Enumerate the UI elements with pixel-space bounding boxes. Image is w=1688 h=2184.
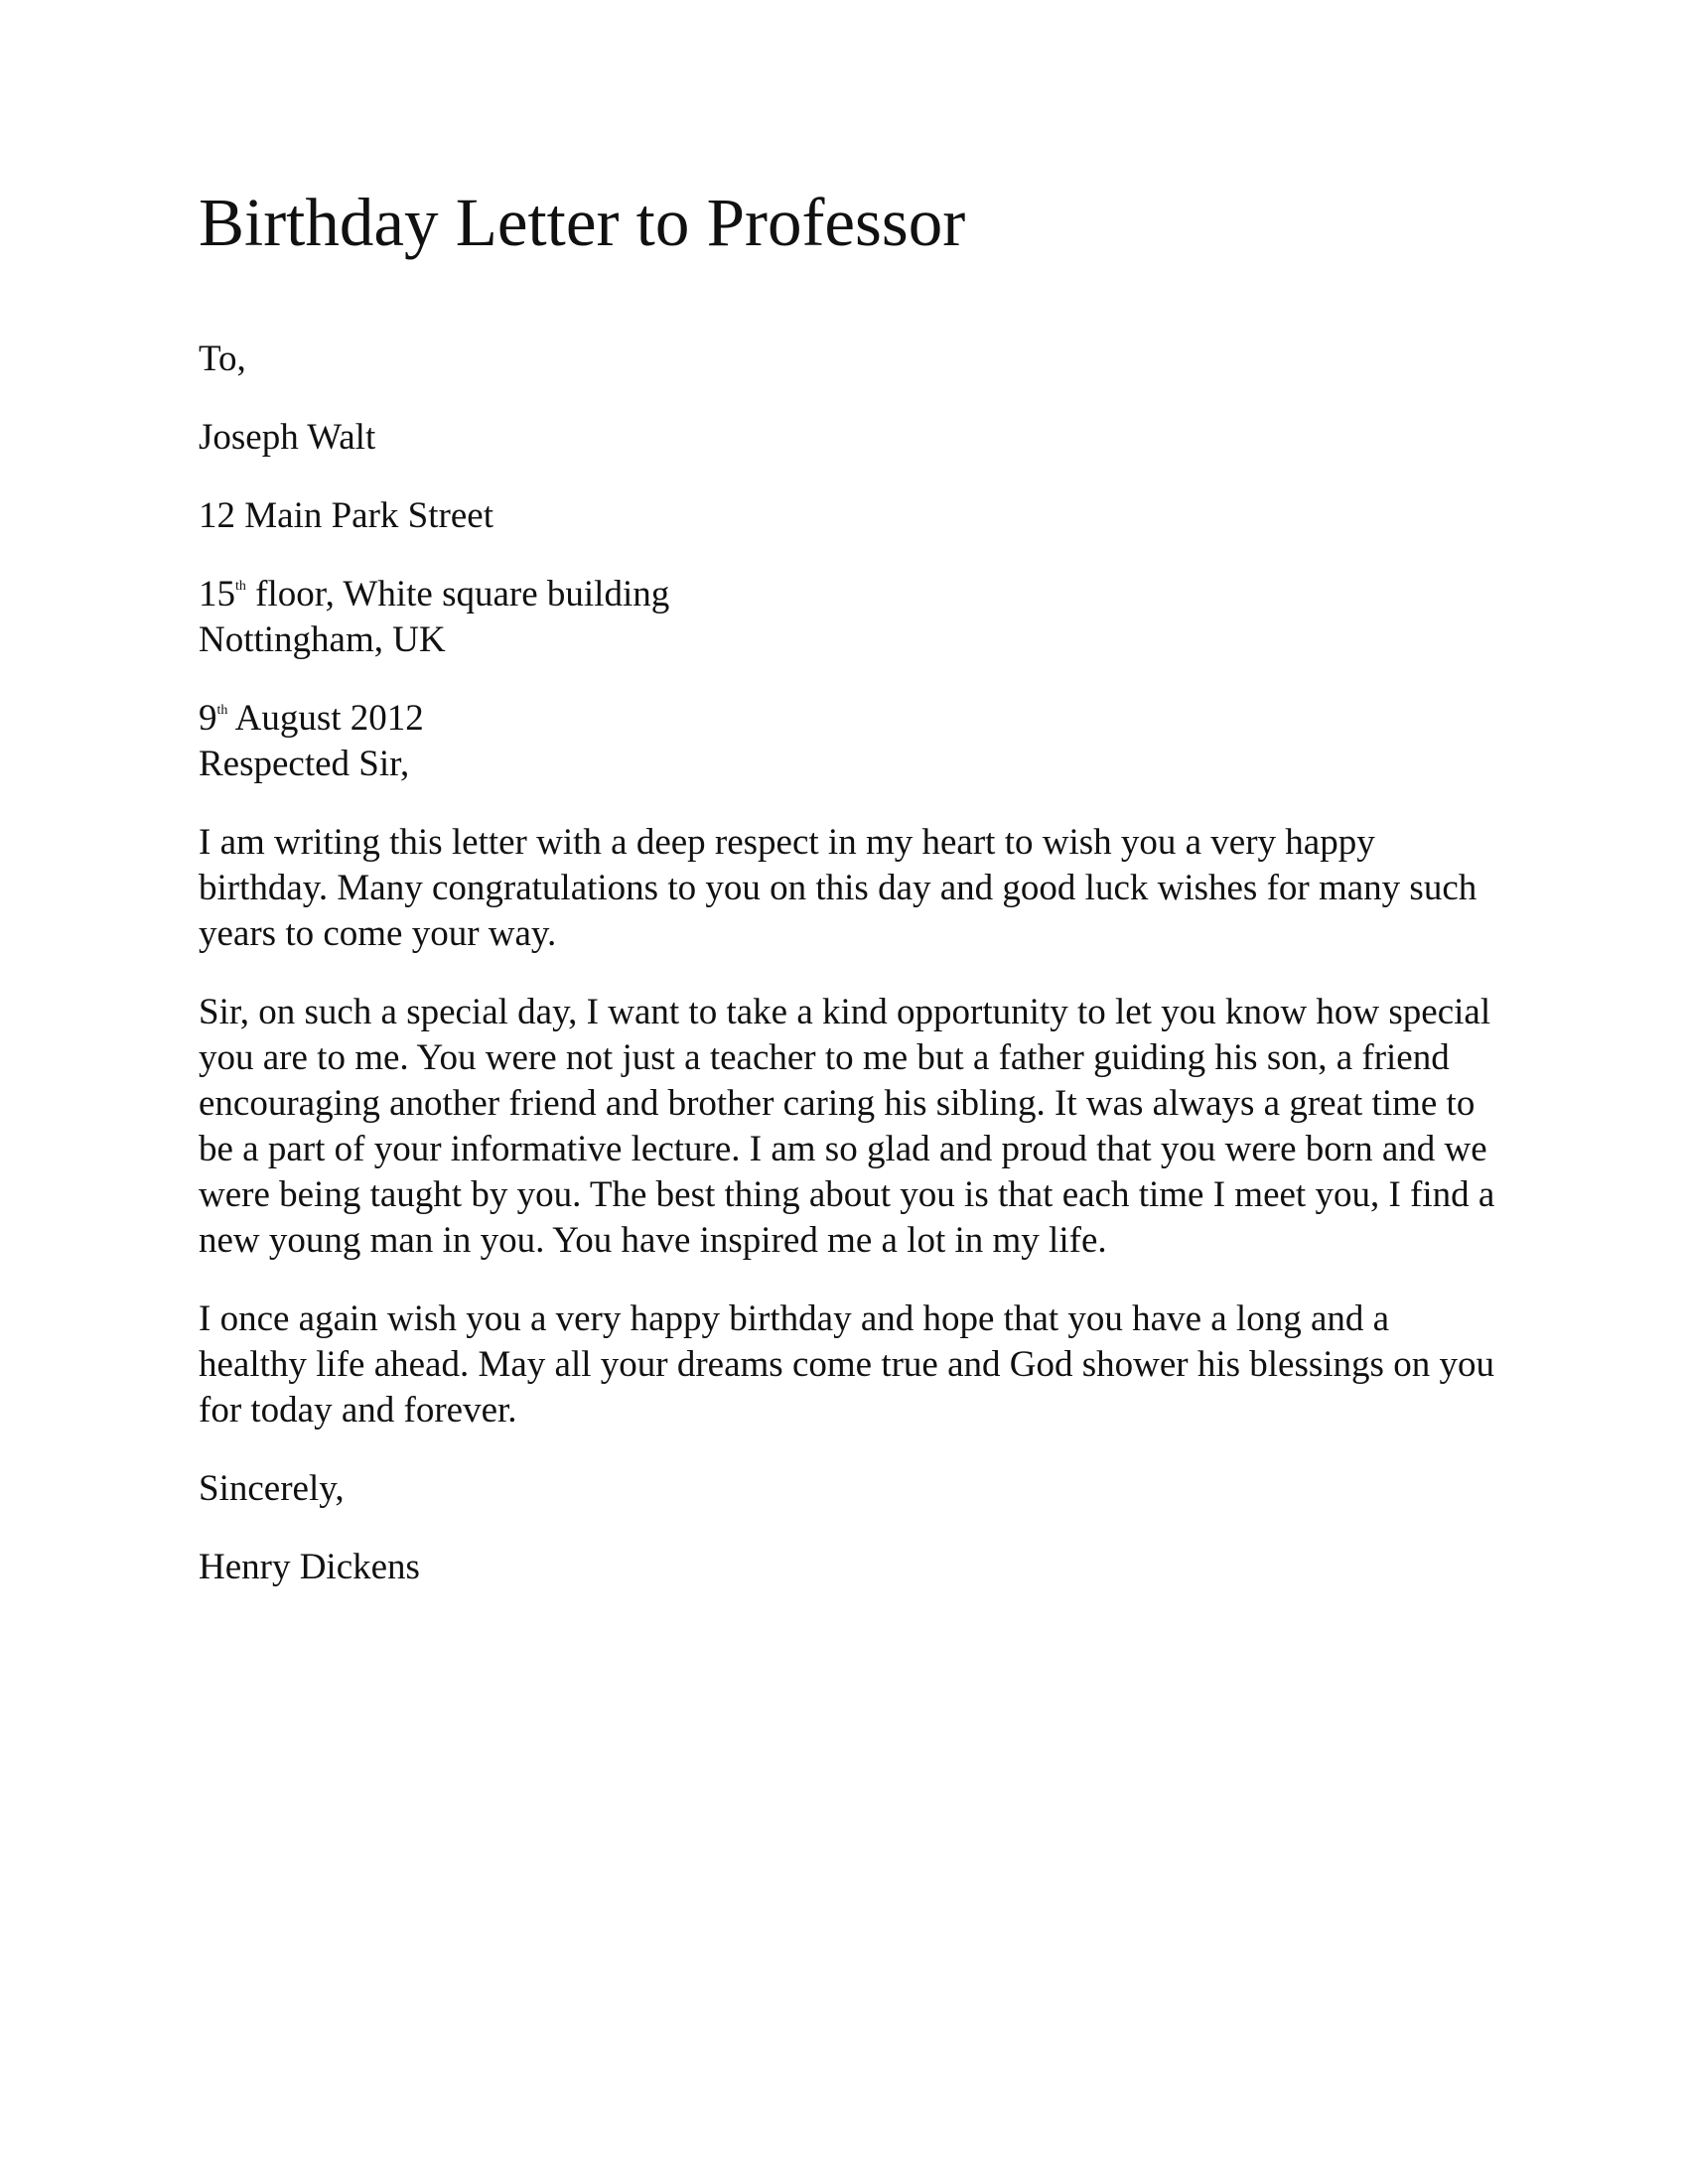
recipient-city: Nottingham, UK: [199, 619, 446, 660]
body-paragraph-2: Sir, on such a special day, I want to take a kind opportunity to let you know how special you are to me. You were not just a teacher to me but a father guiding his son, a friend encouraging another friend and brother caring his sibling. It was always a great time to be a part of your informative lecture. I am so glad and proud that you were born and we were being taught by you. The best thing about you is that each time I meet you, I find a new young man in you. You have inspired me a lot in my life.: [199, 992, 1495, 1261]
floor-rest: floor, White square building: [245, 574, 670, 614]
letter-date: [199, 696, 1499, 742]
body-paragraph-3: I once again wish you a very happy birthday and hope that you have a long and a healthy life ahead. May all your dreams come true and God shower his blessings on you for today and forever.: [199, 1298, 1494, 1431]
body-paragraph-1: I am writing this letter with a deep respect in my heart to wish you a very happy birthday. Many congratulations to you on this day and good luck wishes for many such years to come your way.: [199, 822, 1477, 954]
date-rest: August 2012: [227, 698, 424, 739]
date-day: 9: [199, 698, 217, 739]
recipient-name: Joseph Walt: [199, 417, 376, 458]
signature: Henry Dickens: [199, 1547, 420, 1587]
letter-page: [199, 185, 1499, 1590]
recipient-street: 12 Main Park Street: [199, 495, 493, 536]
closing: Sincerely,: [199, 1468, 345, 1509]
floor-number: 15: [199, 574, 235, 614]
floor-suffix: th: [235, 579, 246, 594]
date-suffix: th: [216, 703, 228, 718]
recipient-floor: [199, 572, 1499, 617]
greeting: Respected Sir,: [199, 744, 410, 784]
page-title: Birthday Letter to Professor: [199, 185, 966, 260]
salutation-to: To,: [199, 339, 246, 379]
